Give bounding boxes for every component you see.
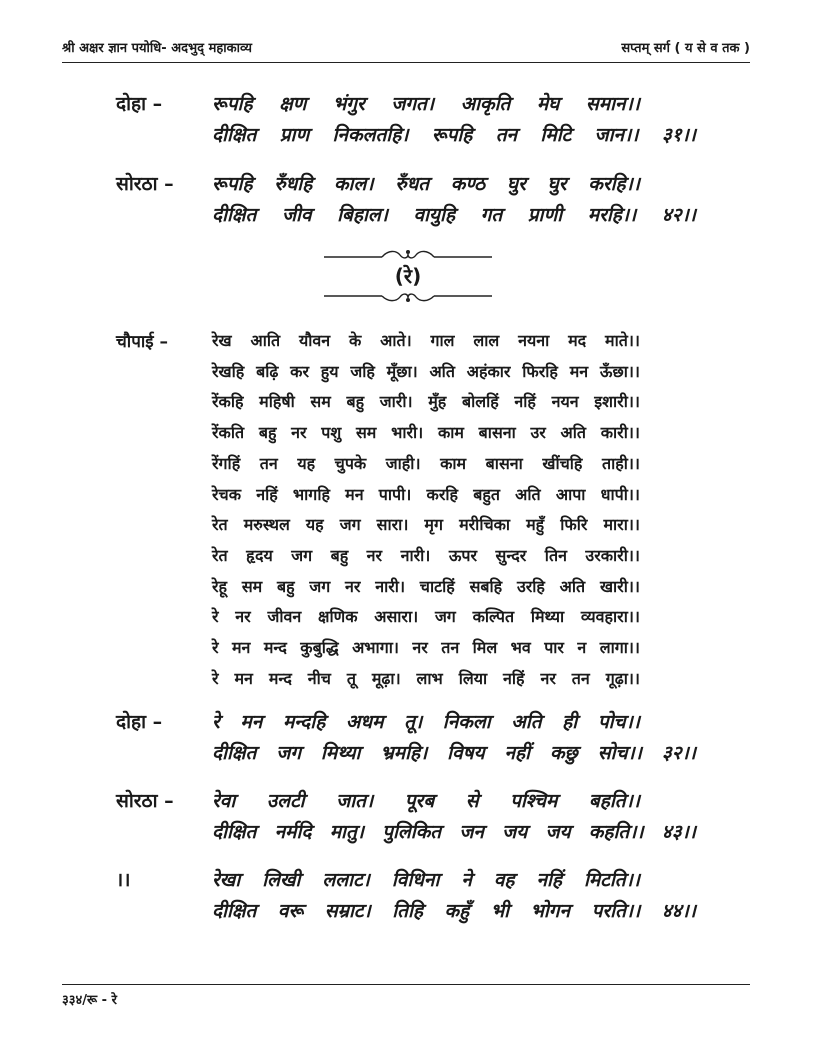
chaupai-line: रे नर जीवन क्षणिक असारा। जग कल्पित मिथ्या व्यवहारा।।: [212, 607, 640, 627]
chaupai-line: रेचक नहिं भागहि मन पापी। करहि बहुत अति आपा धापी।।: [212, 484, 640, 504]
chaupai-label: चौपाई –: [116, 332, 169, 352]
running-header: [62, 38, 750, 60]
chaupai-line: रेहू सम बहु जग नर नारी। चाटहिं सबहि उरहि अति खारी।।: [212, 576, 640, 596]
footer-rule: [62, 984, 750, 985]
verse-label: ।।: [116, 869, 131, 891]
chaupai-line: रेंकति बहु नर पशु सम भारी। काम बासना उर अति कारी।।: [212, 423, 640, 443]
verse-label: दोहा –: [116, 711, 163, 733]
verse-line: रूपहि क्षण भंगुर जगत। आकृति मेघ समान।।: [212, 93, 640, 115]
verse-line: दीक्षित वरू सम्राट। तिहि कहुँ भी भोगन परति।। ४४।।: [212, 900, 696, 922]
verse-line: दीक्षित प्राण निकलतहि। रूपहि तन मिटि जान।। ३१।।: [212, 124, 696, 146]
verse-line: रूपहि रुँधहि काल। रुँधत कण्ठ घुर घुर करहि।।: [212, 173, 640, 195]
header-chapter-title: सप्तम् सर्ग ( य से व तक ): [621, 41, 750, 56]
verse-line: दीक्षित जीव बिहाल। वायुहि गत प्राणी मरहि।। ४२।।: [212, 204, 696, 226]
section-heading: (रे): [394, 264, 422, 288]
ornament-divider-top: [324, 248, 492, 262]
verse-line: दीक्षित नर्मदि मातु। पुलिकित जन जय जय कहति।। ४३।।: [212, 821, 696, 843]
chaupai-line: रेख आति यौवन के आते। गाल लाल नयना मद माते।।: [212, 331, 640, 350]
chaupai-line: रेंगहिं तन यह चुपके जाही। काम बासना खींचहि ताही।।: [212, 453, 640, 473]
verse-line: रेवा उलटी जात। पूरब से पश्चिम बहति।।: [212, 790, 640, 812]
chaupai-line: रे मन मन्द कुबुद्धि अभागा। नर तन मिल भव पार न लागा।।: [212, 638, 640, 657]
ornament-divider-bottom: [324, 289, 492, 303]
chaupai-line: रेत मरुस्थल यह जग सारा। मृग मरीचिका महुँ फिरि मारा।।: [212, 515, 640, 535]
verse-line: रेखा लिखी ललाट। विधिना ने वह नहिं मिटति।।: [212, 869, 640, 891]
chaupai-line: रे मन मन्द नीच तू मूढ़ा। लाभ लिया नहिं नर तन गूढ़ा।।: [212, 668, 640, 688]
verse-label: सोरठा –: [116, 173, 174, 195]
chaupai-line: रेंकहि महिषी सम बहु जारी। मुँह बोलहिं नहिं नयन इशारी।।: [212, 392, 640, 412]
verse-label: दोहा –: [116, 93, 163, 115]
page-number: ३३४/रू - रे: [62, 993, 117, 1008]
chaupai-line: रेखहि बढ़ि कर हुय जहि मूँछा। अति अहंकार फिरहि मन ऊँछा।।: [212, 361, 640, 381]
verse-label: सोरठा –: [116, 790, 174, 812]
verse-line: दीक्षित जग मिथ्या भ्रमहि। विषय नहीं कछु सोच।। ३२।।: [212, 742, 696, 764]
chaupai-line: रेत हृदय जग बहु नर नारी। ऊपर सुन्दर तिन उरकारी।।: [212, 545, 640, 565]
header-rule: [62, 62, 750, 63]
header-book-title: श्री अक्षर ज्ञान पयोधि- अदभुद् महाकाव्य: [62, 41, 252, 56]
verse-line: रे मन मन्दहि अधम तू। निकला अति ही पोच।।: [212, 711, 640, 733]
